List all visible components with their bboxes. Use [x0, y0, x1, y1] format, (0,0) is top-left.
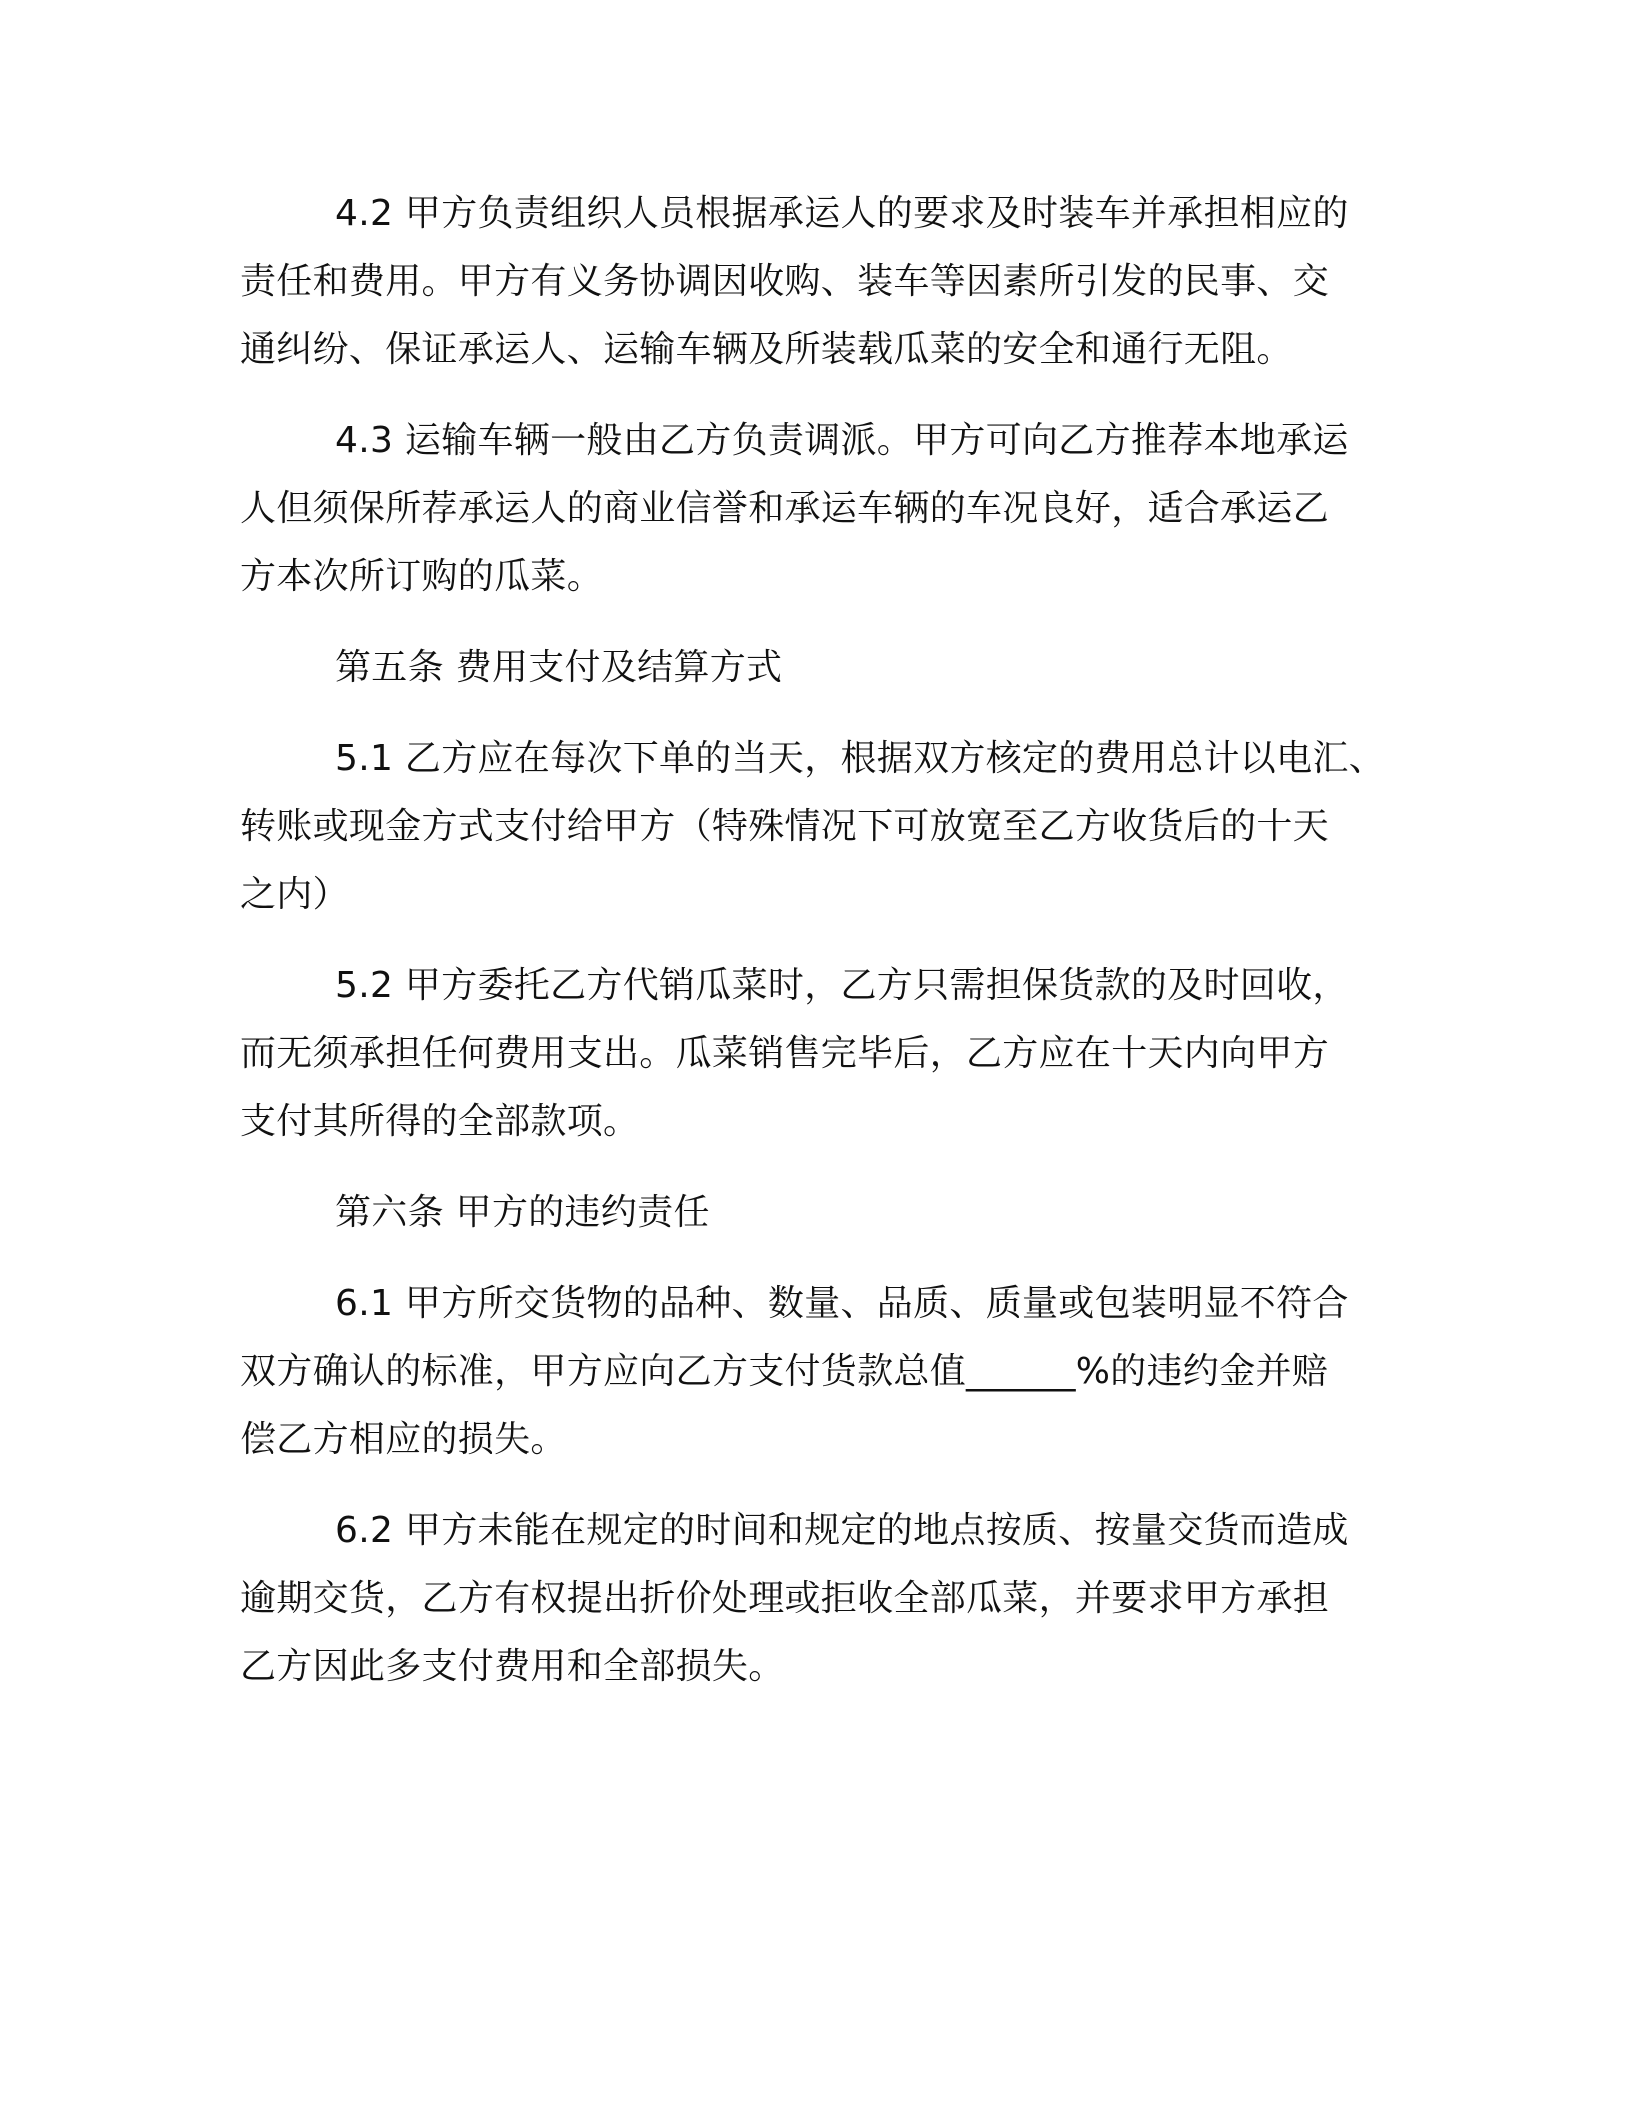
paragraph-6-1-line-3: 偿乙方相应的损失。	[240, 1419, 567, 1460]
article-6-heading: 第六条 甲方的违约责任	[335, 1192, 710, 1233]
paragraph-4-2-line-2: 责任和费用。甲方有义务协调因收购、装车等因素所引发的民事、交	[240, 261, 1330, 302]
paragraph-4-3-line-1: 4.3 运输车辆一般由乙方负责调派。甲方可向乙方推荐本地承运	[335, 420, 1349, 461]
paragraph-6-2-line-3: 乙方因此多支付费用和全部损失。	[240, 1646, 785, 1687]
paragraph-5-1-line-1: 5.1 乙方应在每次下单的当天，根据双方核定的费用总计以电汇、	[335, 738, 1385, 779]
paragraph-5-2-line-2: 而无须承担任何费用支出。瓜菜销售完毕后，乙方应在十天内向甲方	[240, 1033, 1330, 1074]
paragraph-5-2-line-3: 支付其所得的全部款项。	[240, 1101, 640, 1142]
paragraph-6-2-line-1: 6.2 甲方未能在规定的时间和规定的地点按质、按量交货而造成	[335, 1510, 1349, 1551]
paragraph-5-1-line-2: 转账或现金方式支付给甲方（特殊情况下可放宽至乙方收货后的十天	[240, 806, 1330, 847]
paragraph-4-2-line-1: 4.2 甲方负责组织人员根据承运人的要求及时装车并承担相应的	[335, 193, 1349, 234]
paragraph-6-1-line-2: 双方确认的标准，甲方应向乙方支付货款总值______%的违约金并赔	[240, 1351, 1329, 1392]
paragraph-4-2-line-3: 通纠纷、保证承运人、运输车辆及所装载瓜菜的安全和通行无阻。	[240, 329, 1293, 370]
paragraph-6-1-line-1: 6.1 甲方所交货物的品种、数量、品质、质量或包装明显不符合	[335, 1283, 1349, 1324]
paragraph-5-1-line-3: 之内）	[240, 874, 349, 915]
paragraph-6-2-line-2: 逾期交货，乙方有权提出折价处理或拒收全部瓜菜，并要求甲方承担	[240, 1578, 1330, 1619]
article-5-heading: 第五条 费用支付及结算方式	[335, 647, 783, 688]
paragraph-4-3-line-2: 人但须保所荐承运人的商业信誉和承运车辆的车况良好，适合承运乙	[240, 488, 1330, 529]
paragraph-4-3-line-3: 方本次所订购的瓜菜。	[240, 556, 604, 597]
paragraph-5-2-line-1: 5.2 甲方委托乙方代销瓜菜时，乙方只需担保货款的及时回收，	[335, 965, 1349, 1006]
